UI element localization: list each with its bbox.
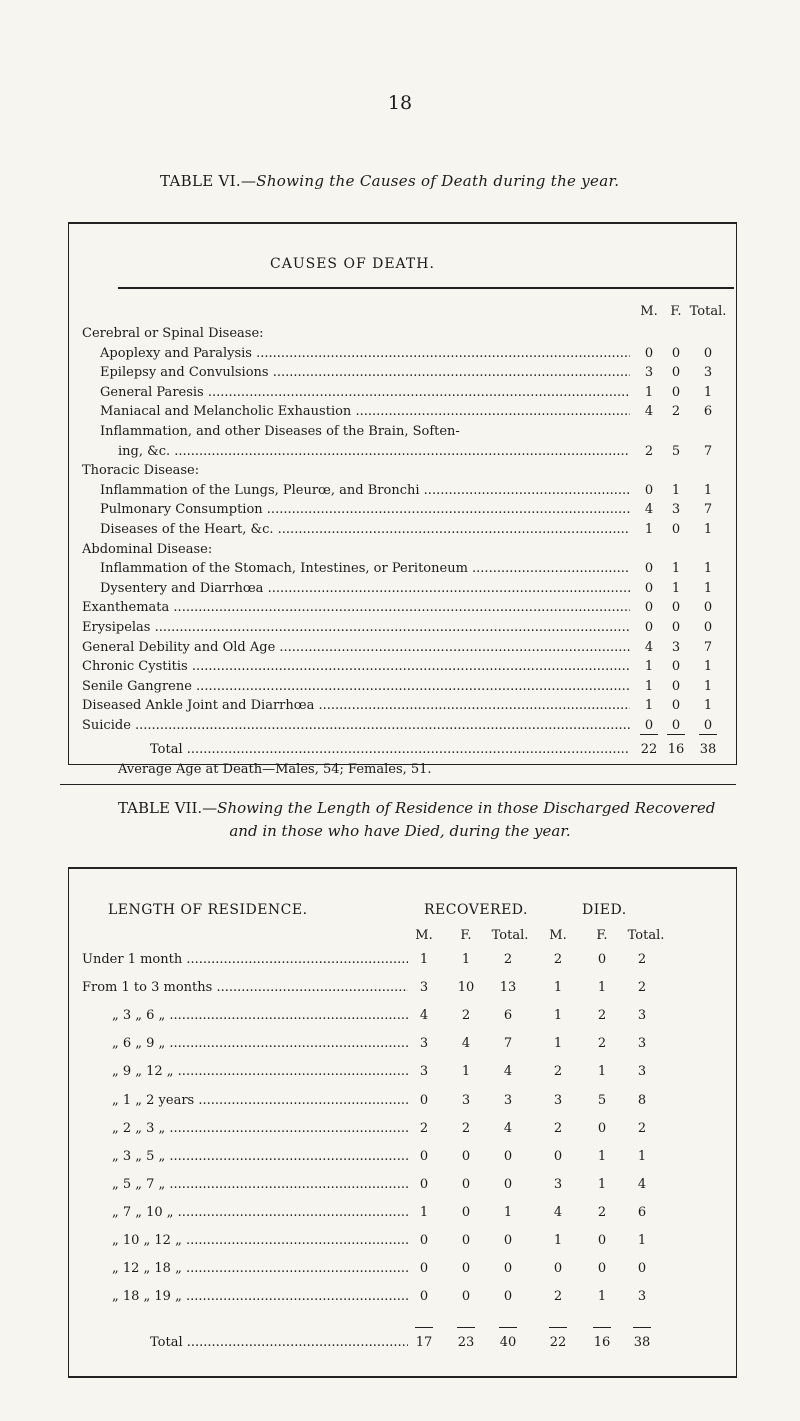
table7-subtitle xyxy=(0,822,800,840)
recovered-total-value: 0 xyxy=(503,1261,513,1277)
died-m-value: 1 xyxy=(553,1233,563,1248)
cause-label: Diseases of the Heart, &c. xyxy=(100,522,274,537)
cause-f-value: 3 xyxy=(671,639,681,655)
died-f-value: 1 xyxy=(597,1289,607,1305)
died-f-value: 2 xyxy=(597,1036,607,1052)
recovered-m-value: 3 xyxy=(419,1064,429,1080)
table6-title-prefix: TABLE VI.— xyxy=(160,172,257,190)
recovered-f-value: 0 xyxy=(461,1176,471,1192)
table7-subtitle-italic: and in those who have Died, during the year. xyxy=(229,822,571,840)
residence-label: Under 1 month xyxy=(82,952,183,967)
total-f: 16 xyxy=(667,742,685,757)
recovered-m-value: 1 xyxy=(419,952,429,967)
sum-dash xyxy=(699,734,717,735)
recovered-m-value: 0 xyxy=(419,1176,429,1192)
residence-label: „ 5 „ 7 „ xyxy=(112,1176,166,1192)
col-header-died-f: F. xyxy=(596,928,608,943)
cause-total-value: 1 xyxy=(703,522,713,537)
residence-row xyxy=(0,1289,800,1309)
cause-f-value: 5 xyxy=(671,443,681,459)
cause-label: Senile Gangrene xyxy=(82,678,192,694)
table6-total-label: Total xyxy=(150,742,183,757)
cause-m-value: 0 xyxy=(644,561,654,577)
total-recovered-total: 40 xyxy=(499,1335,517,1350)
died-total-value: 0 xyxy=(637,1261,647,1277)
cause-f-value: 0 xyxy=(671,365,681,381)
cause-f-value: 1 xyxy=(671,482,681,498)
died-f-value: 5 xyxy=(597,1092,607,1108)
recovered-m-value: 3 xyxy=(419,980,429,996)
table7-column-headers xyxy=(0,928,800,948)
died-m-value: 3 xyxy=(553,1092,563,1108)
cause-total-value: 1 xyxy=(703,659,713,675)
cause-row xyxy=(0,385,800,405)
col-header-recovered-m: M. xyxy=(415,928,433,943)
cause-total-value: 0 xyxy=(703,620,713,635)
cause-label: Exanthemata xyxy=(82,600,170,616)
died-m-value: 1 xyxy=(553,1036,563,1052)
residence-label: „ 2 „ 3 „ xyxy=(112,1120,166,1136)
recovered-total-value: 4 xyxy=(503,1064,513,1080)
recovered-f-value: 0 xyxy=(461,1233,471,1248)
table6-title-italic: Showing the Causes of Death during the year. xyxy=(256,172,620,190)
recovered-total-value: 0 xyxy=(503,1148,513,1164)
died-m-value: 0 xyxy=(553,1148,563,1164)
cause-f-value: 0 xyxy=(671,620,681,635)
cause-total-value: 1 xyxy=(703,482,713,498)
recovered-f-value: 0 xyxy=(461,1289,471,1305)
cause-f-value: 1 xyxy=(671,561,681,577)
recovered-m-value: 0 xyxy=(419,1092,429,1108)
residence-label: „ 12 „ 18 „ xyxy=(112,1261,182,1277)
died-total-value: 1 xyxy=(637,1148,647,1164)
residence-label: „ 7 „ 10 „ xyxy=(112,1204,174,1220)
died-f-value: 1 xyxy=(597,1064,607,1080)
died-m-value: 0 xyxy=(553,1261,563,1277)
recovered-total-value: 0 xyxy=(503,1289,513,1305)
died-total-value: 8 xyxy=(637,1092,647,1108)
cause-f-value: 0 xyxy=(671,698,681,714)
cause-total-value: 7 xyxy=(703,443,713,459)
residence-label: „ 6 „ 9 „ xyxy=(112,1036,166,1052)
cause-row xyxy=(0,679,800,699)
recovered-total-value: 7 xyxy=(503,1036,513,1052)
residence-row xyxy=(0,1261,800,1281)
col-header-m: M. xyxy=(640,304,658,319)
residence-row xyxy=(0,1121,800,1141)
recovered-total-value: 0 xyxy=(503,1233,513,1248)
died-m-value: 4 xyxy=(553,1204,563,1220)
died-total-value: 3 xyxy=(637,1036,647,1052)
residence-label: „ 10 „ 12 „ xyxy=(112,1233,182,1248)
recovered-f-value: 0 xyxy=(461,1261,471,1277)
cause-total-value: 0 xyxy=(703,600,713,616)
cause-total-value: 1 xyxy=(703,384,713,400)
cause-m-value: 1 xyxy=(644,522,654,537)
cause-m-value: 0 xyxy=(644,718,654,733)
recovered-total-value: 2 xyxy=(503,952,513,967)
died-m-value: 2 xyxy=(553,1064,563,1080)
cause-total-value: 0 xyxy=(703,718,713,733)
died-f-value: 0 xyxy=(597,1233,607,1248)
recovered-header: RECOVERED. xyxy=(424,902,528,918)
cause-f-value: 0 xyxy=(671,600,681,616)
cause-row xyxy=(0,424,800,444)
cause-total-value: 1 xyxy=(703,698,713,714)
cause-m-value: 1 xyxy=(644,678,654,694)
page-number: 18 xyxy=(387,92,413,114)
recovered-f-value: 1 xyxy=(461,1064,471,1080)
died-m-value: 1 xyxy=(553,980,563,996)
cause-label: Pulmonary Consumption xyxy=(100,502,263,518)
died-total-value: 6 xyxy=(637,1204,647,1220)
residence-row xyxy=(0,1177,800,1197)
sum-dash xyxy=(499,1327,517,1328)
cause-row xyxy=(0,463,800,483)
recovered-m-value: 3 xyxy=(419,1036,429,1052)
table6-title xyxy=(160,172,619,190)
total-died-m: 22 xyxy=(549,1335,567,1350)
recovered-f-value: 3 xyxy=(461,1092,471,1108)
causes-of-death-heading: CAUSES OF DEATH. xyxy=(270,256,435,272)
cause-m-value: 1 xyxy=(644,384,654,400)
residence-row xyxy=(0,1093,800,1113)
died-total-value: 2 xyxy=(637,952,647,967)
cause-label: Inflammation of the Lungs, Pleurœ, and Bronchi xyxy=(100,482,420,498)
recovered-total-value: 4 xyxy=(503,1120,513,1136)
residence-row xyxy=(0,980,800,1000)
died-total-value: 3 xyxy=(637,1064,647,1080)
residence-label: From 1 to 3 months xyxy=(82,980,213,996)
cause-row xyxy=(0,561,800,581)
cause-total-value: 6 xyxy=(703,404,713,420)
table7-title-italic: Showing the Length of Residence in those Discharged Recovered xyxy=(217,799,716,817)
cause-f-value: 0 xyxy=(671,678,681,694)
table7-total-label: Total xyxy=(150,1335,183,1350)
recovered-m-value: 0 xyxy=(419,1148,429,1164)
cause-m-value: 3 xyxy=(644,365,654,381)
col-header-died-total: Total. xyxy=(627,928,665,943)
cause-row xyxy=(0,659,800,679)
col-header-total: Total. xyxy=(689,304,727,319)
recovered-total-value: 1 xyxy=(503,1204,513,1220)
average-age-at-death: Average Age at Death—Males, 54; Females, 51. xyxy=(118,762,432,777)
died-m-value: 2 xyxy=(553,1120,563,1136)
cause-label: Maniacal and Melancholic Exhaustion xyxy=(100,404,352,420)
sum-dash xyxy=(415,1327,433,1328)
total-m: 22 xyxy=(640,742,658,757)
cause-m-value: 4 xyxy=(644,639,654,655)
table6-column-headers xyxy=(0,304,800,324)
recovered-total-value: 0 xyxy=(503,1176,513,1192)
recovered-m-value: 0 xyxy=(419,1289,429,1305)
residence-row xyxy=(0,1036,800,1056)
cause-label: Epilepsy and Convulsions xyxy=(100,365,269,381)
cause-label: Abdominal Disease: xyxy=(82,541,213,557)
recovered-m-value: 2 xyxy=(419,1120,429,1136)
cause-m-value: 1 xyxy=(644,698,654,714)
recovered-f-value: 4 xyxy=(461,1036,471,1052)
cause-row xyxy=(0,326,800,346)
cause-row xyxy=(0,620,800,640)
died-total-value: 4 xyxy=(637,1176,647,1192)
cause-m-value: 2 xyxy=(644,443,654,459)
cause-m-value: 0 xyxy=(644,482,654,498)
died-total-value: 2 xyxy=(637,980,647,996)
sum-dash xyxy=(633,1327,651,1328)
table6-header-rule xyxy=(118,287,734,289)
died-header: DIED. xyxy=(582,902,627,918)
residence-label: „ 9 „ 12 „ xyxy=(112,1064,174,1080)
cause-m-value: 0 xyxy=(644,345,654,361)
cause-label: Chronic Cystitis xyxy=(82,659,188,675)
sum-dash xyxy=(640,734,658,735)
cause-row xyxy=(0,718,800,738)
cause-label: Dysentery and Diarrhœa xyxy=(100,580,264,596)
cause-f-value: 0 xyxy=(671,345,681,361)
residence-row xyxy=(0,1008,800,1028)
sum-dash xyxy=(593,1327,611,1328)
cause-f-value: 0 xyxy=(671,659,681,675)
cause-row xyxy=(0,581,800,601)
cause-row xyxy=(0,600,800,620)
length-of-residence-header: LENGTH OF RESIDENCE. xyxy=(108,902,308,918)
table6-total-row xyxy=(0,742,800,762)
residence-label: „ 18 „ 19 „ xyxy=(112,1289,182,1305)
died-m-value: 2 xyxy=(553,1289,563,1305)
table7-title xyxy=(118,799,715,817)
cause-label: General Paresis xyxy=(100,384,204,400)
cause-total-value: 1 xyxy=(703,580,713,596)
cause-label: Erysipelas xyxy=(82,620,151,635)
recovered-total-value: 13 xyxy=(499,980,517,996)
cause-row xyxy=(0,502,800,522)
col-header-f: F. xyxy=(670,304,682,319)
recovered-f-value: 2 xyxy=(461,1008,471,1024)
cause-row xyxy=(0,444,800,464)
cause-total-value: 0 xyxy=(703,345,713,361)
died-f-value: 1 xyxy=(597,1176,607,1192)
residence-label: „ 1 „ 2 years xyxy=(112,1092,195,1108)
sum-dash xyxy=(457,1327,475,1328)
recovered-f-value: 0 xyxy=(461,1148,471,1164)
died-f-value: 2 xyxy=(597,1008,607,1024)
table7-total-row xyxy=(0,1335,800,1355)
residence-row xyxy=(0,952,800,972)
cause-row xyxy=(0,522,800,542)
residence-row xyxy=(0,1064,800,1084)
residence-label: „ 3 „ 5 „ xyxy=(112,1148,166,1164)
cause-label: Diseased Ankle Joint and Diarrhœa xyxy=(82,698,315,714)
died-m-value: 2 xyxy=(553,952,563,967)
cause-row xyxy=(0,542,800,562)
total-died-total: 38 xyxy=(633,1335,651,1350)
died-total-value: 3 xyxy=(637,1008,647,1024)
col-header-recovered-f: F. xyxy=(460,928,472,943)
cause-total-value: 3 xyxy=(703,365,713,381)
recovered-m-value: 0 xyxy=(419,1233,429,1248)
cause-label: Suicide xyxy=(82,718,131,733)
cause-label: Thoracic Disease: xyxy=(82,463,200,479)
recovered-m-value: 0 xyxy=(419,1261,429,1277)
total-total: 38 xyxy=(699,742,717,757)
cause-m-value: 0 xyxy=(644,600,654,616)
col-header-died-m: M. xyxy=(549,928,567,943)
cause-row xyxy=(0,404,800,424)
cause-row xyxy=(0,346,800,366)
col-header-recovered-total: Total. xyxy=(491,928,529,943)
cause-m-value: 0 xyxy=(644,580,654,596)
cause-row xyxy=(0,365,800,385)
cause-f-value: 3 xyxy=(671,502,681,518)
recovered-f-value: 10 xyxy=(457,980,475,996)
sum-dash xyxy=(549,1327,567,1328)
recovered-f-value: 2 xyxy=(461,1120,471,1136)
residence-row xyxy=(0,1233,800,1253)
cause-total-value: 1 xyxy=(703,561,713,577)
recovered-m-value: 4 xyxy=(419,1008,429,1024)
table7-title-prefix: TABLE VII.— xyxy=(118,799,218,817)
died-f-value: 2 xyxy=(597,1204,607,1220)
died-f-value: 0 xyxy=(597,952,607,967)
died-total-value: 1 xyxy=(637,1233,647,1248)
died-f-value: 1 xyxy=(597,980,607,996)
recovered-total-value: 3 xyxy=(503,1092,513,1108)
died-m-value: 1 xyxy=(553,1008,563,1024)
cause-m-value: 1 xyxy=(644,659,654,675)
cause-label: ing, &c. xyxy=(118,443,171,459)
recovered-f-value: 1 xyxy=(461,952,471,967)
died-f-value: 0 xyxy=(597,1261,607,1277)
cause-f-value: 0 xyxy=(671,522,681,537)
residence-label: „ 3 „ 6 „ xyxy=(112,1008,166,1024)
cause-f-value: 0 xyxy=(671,718,681,733)
cause-total-value: 7 xyxy=(703,502,713,518)
cause-label: Inflammation, and other Diseases of the Brain, Soften- xyxy=(100,424,460,439)
residence-row xyxy=(0,1205,800,1225)
sum-dash xyxy=(667,734,685,735)
recovered-f-value: 0 xyxy=(461,1204,471,1220)
cause-label: General Debility and Old Age xyxy=(82,639,276,655)
recovered-total-value: 6 xyxy=(503,1008,513,1024)
cause-m-value: 4 xyxy=(644,502,654,518)
cause-f-value: 0 xyxy=(671,384,681,400)
cause-row xyxy=(0,483,800,503)
table6-bottom-rule xyxy=(60,784,736,785)
cause-f-value: 2 xyxy=(671,404,681,420)
total-recovered-f: 23 xyxy=(457,1335,475,1350)
died-m-value: 3 xyxy=(553,1176,563,1192)
died-total-value: 3 xyxy=(637,1289,647,1305)
cause-total-value: 1 xyxy=(703,678,713,694)
cause-m-value: 0 xyxy=(644,620,654,635)
cause-row xyxy=(0,698,800,718)
recovered-m-value: 1 xyxy=(419,1204,429,1220)
died-f-value: 1 xyxy=(597,1148,607,1164)
cause-label: Apoplexy and Paralysis xyxy=(100,345,252,361)
cause-total-value: 7 xyxy=(703,639,713,655)
cause-row xyxy=(0,640,800,660)
total-died-f: 16 xyxy=(593,1335,611,1350)
cause-m-value: 4 xyxy=(644,404,654,420)
residence-row xyxy=(0,1149,800,1169)
died-total-value: 2 xyxy=(637,1120,647,1136)
died-f-value: 0 xyxy=(597,1120,607,1136)
total-recovered-m: 17 xyxy=(415,1335,433,1350)
cause-label: Inflammation of the Stomach, Intestines, or Peritoneum xyxy=(100,561,468,577)
cause-label: Cerebral or Spinal Disease: xyxy=(82,326,264,341)
cause-f-value: 1 xyxy=(671,580,681,596)
